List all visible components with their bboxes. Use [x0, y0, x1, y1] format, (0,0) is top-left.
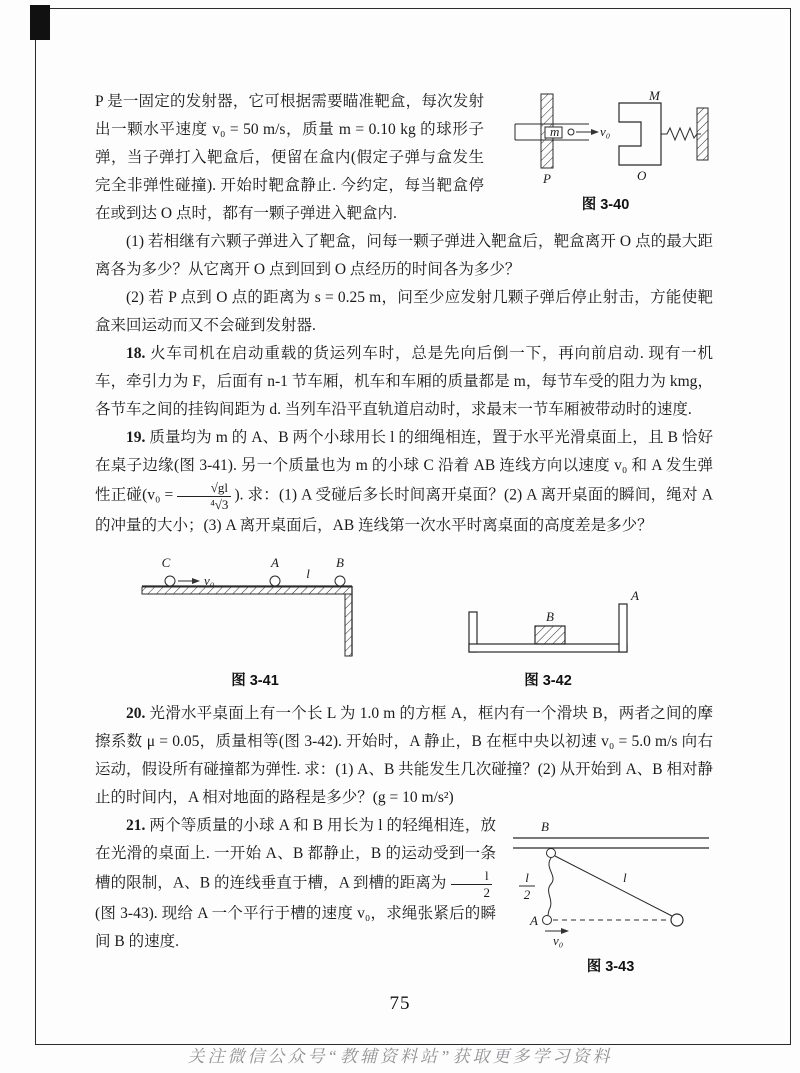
fig41-label-A: A — [271, 555, 279, 571]
problem20-number: 20. — [126, 705, 146, 723]
fig43-label-A: A — [529, 913, 538, 929]
problem17-q2-text: (2) 若 P 点到 O 点的距离为 s = 0.25 m，问至少应发射几颗子弹后停止射击，方能使靶盒来回运动而又不会碰到发射器. — [95, 289, 713, 334]
frame-slider-diagram — [453, 582, 643, 662]
fig43-caption: 图 3-43 — [586, 959, 635, 976]
page-content — [95, 88, 713, 980]
launcher-targetbox-diagram — [501, 90, 711, 186]
fig41-label-B: B — [336, 555, 344, 571]
fig40-caption: 图 3-40 — [581, 197, 630, 213]
figure-3-42 — [453, 582, 643, 690]
groove-balls-diagram — [511, 816, 711, 948]
problem21-text-b: (图 3-43). 现给 A 一个平行于槽的速度 v₀，求绳张紧后的瞬间 B 的速度. — [95, 905, 496, 951]
table-edge-diagram — [130, 552, 380, 662]
fraction-denominator: ⁴√3 — [210, 496, 229, 512]
fraction-numerator: l — [451, 868, 492, 885]
fig41-label-v0: v₀ — [204, 573, 215, 589]
problem19-text-b: ). 求：(1) A 受碰后多长时间离开桌面？(2) A 离开桌面的瞬间，绳对 A 的冲量的大小；(3) A 离开桌面后，AB 连线第一次水平时离桌面的高度差是多少？ — [95, 486, 713, 535]
fig41-label-C: C — [161, 555, 171, 571]
paragraph-problem17-q2 — [95, 284, 713, 340]
fig42-caption: 图 3-42 — [524, 673, 572, 690]
page-corner-mark — [30, 5, 50, 40]
fig40-label-P: P — [542, 171, 551, 186]
fraction-v0-value — [176, 480, 231, 512]
problem18-number: 18. — [126, 345, 146, 362]
problem17-intro-text: P 是一固定的发射器，它可根据需要瞄准靶盒，每次发射出一颗水平速度 v₀ = 50 m/s，质量 m = 0.10 kg 的球形子弹，当子弹打入靶盒后，便留在盒内(假定子弹与盒发生完全非弹性碰撞). 开始时靶盒静止. 今约定，每当靶盒停在或到达 O 点时，都有一颗子弹进入靶盒内. — [95, 93, 484, 222]
fig43-label-v0: v₀ — [552, 933, 563, 949]
problem19-number: 19. — [126, 429, 146, 446]
figures-row — [95, 544, 713, 690]
fig41-label-l: l — [306, 566, 310, 582]
fig40-label-M: M — [648, 90, 660, 103]
problem20-text: 光滑水平桌面上有一个长 L 为 1.0 m 的方框 A，框内有一个滑块 B，两者之间的摩擦系数 μ = 0.05，质量相等(图 3-42). 开始时，A 静止，B 在框中央以初速 v₀ = 5.0 m/s 向右运动，假设所有碰撞都为弹性. 求：(1) A、B 共能发生几次碰撞？(2) 从开始到 A、B 相对静止的时间内，A 相对地面的路程是多少？(g = 10 m/s²) — [95, 705, 714, 807]
fig43-label-half-num: l — [524, 870, 529, 886]
fraction-l-over-2 — [450, 868, 494, 900]
fig43-label-half-den: 2 — [523, 887, 530, 903]
paragraph-problem20 — [95, 700, 713, 812]
watermark-text: 关注微信公众号“教辅资料站”获取更多学习资料 — [187, 1047, 613, 1066]
problem18-text: 火车司机在启动重载的货运列车时，总是先向后倒一下，再向前启动. 现有一机车，牵引力为 F，后面有 n-1 节车厢，机车和车厢的质量都是 m，每节车受的阻力为 kmg，各节车之间的挂钩间距为 d. 当列车沿平直轨道启动时，求最末一节车厢被带动时的速度. — [95, 345, 713, 418]
fraction-denominator: 2 — [483, 884, 490, 900]
fig40-label-O: O — [636, 168, 646, 183]
fig42-label-B: B — [546, 609, 554, 625]
paragraph-problem17-q1 — [95, 228, 713, 284]
problem21-number: 21. — [126, 817, 146, 835]
fig40-label-m: m — [549, 124, 559, 139]
fig41-caption: 图 3-41 — [231, 673, 279, 690]
figure-3-40 — [498, 90, 713, 214]
fig43-label-B: B — [540, 819, 549, 835]
fig40-label-v0: v₀ — [599, 124, 610, 139]
figure-3-43 — [508, 816, 713, 976]
page-number: 75 — [389, 993, 411, 1014]
figure-3-41 — [130, 552, 380, 690]
paragraph-problem18 — [95, 340, 713, 424]
problem19-text-a: 质量均为 m 的 A、B 两个小球用长 l 的细绳相连，置于水平光滑桌面上，且 B 恰好在桌子边缘(图 3-41). 另一个质量也为 m 的小球 C 沿着 AB 连线方向以速度 v₀ 和 A 发生弹性正碰(v₀ = — [95, 429, 713, 504]
paragraph-problem19 — [95, 424, 713, 540]
fig42-label-A: A — [631, 588, 639, 604]
fraction-numerator: √gl — [177, 480, 231, 497]
fig43-label-l: l — [622, 870, 627, 886]
problem17-q1-text: (1) 若相继有六颗子弹进入了靶盒，问每一颗子弹进入靶盒后，靶盒离开 O 点的最大距离各为多少？从它离开 O 点到回到 O 点经历的时间各为多少？ — [95, 233, 713, 278]
problem21-text-a: 两个等质量的小球 A 和 B 用长为 l 的轻绳相连，放在光滑的桌面上. 一开始 A、B 都静止，B 的运动受到一条槽的限制，A、B 的连线垂直于槽，A 到槽的距离为 — [95, 817, 496, 892]
